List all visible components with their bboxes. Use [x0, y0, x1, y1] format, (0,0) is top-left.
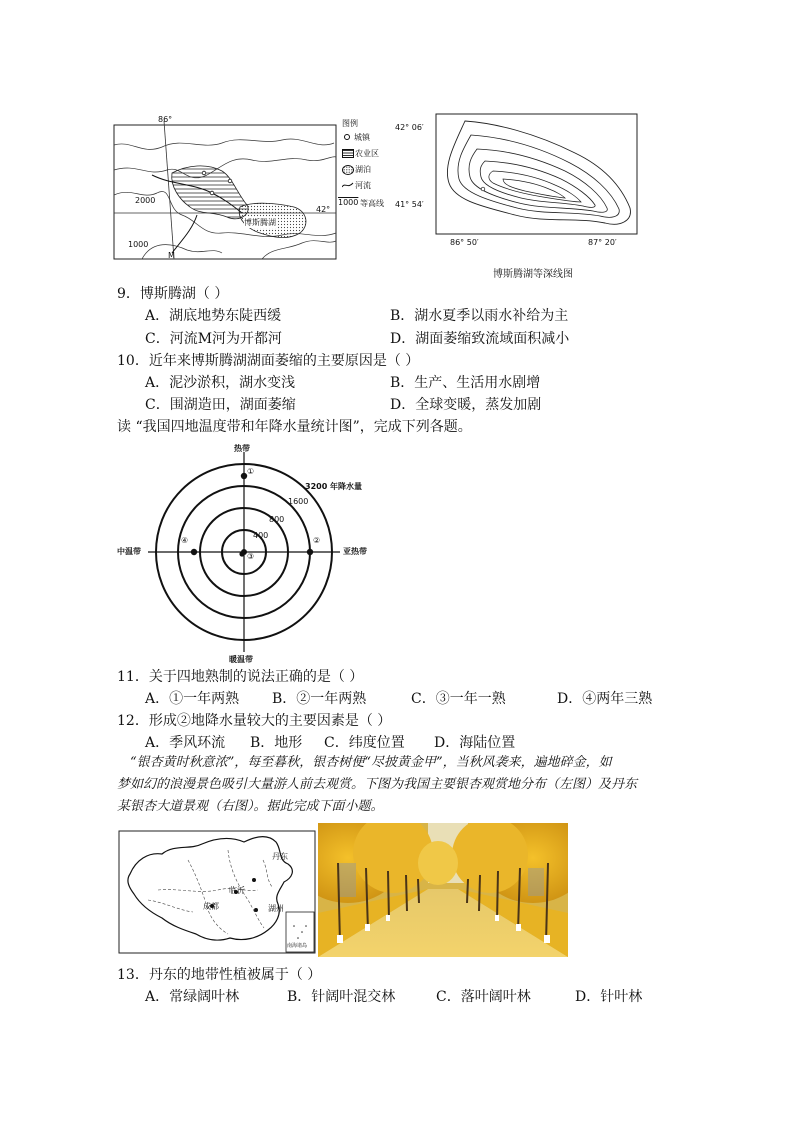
q9-option-c[interactable]: C．河流M河为开都河: [145, 331, 283, 347]
ring-label-1600: 1600: [288, 497, 309, 506]
q9-option-d[interactable]: D．湖面萎缩致流域面积减小: [390, 331, 570, 347]
contour-2000-label: 2000: [135, 196, 156, 205]
intro-fig3-line3: 某银杏大道景观（右图）。据此完成下面小题。: [117, 799, 384, 814]
lat-bottom-label: 41° 54′: [395, 200, 424, 209]
q9-option-a[interactable]: A．湖底地势东陡西缓: [145, 308, 282, 324]
q10-option-a[interactable]: A．泥沙淤积，湖水变浅: [145, 375, 296, 391]
city-dandong: 丹东: [272, 852, 288, 861]
q9-option-b[interactable]: B．湖水夏季以雨水补给为主: [390, 308, 569, 324]
point-1-label: ①: [247, 467, 255, 476]
q11-option-a[interactable]: A．①一年两熟: [145, 691, 240, 707]
label-warm-temperate: 暖温带: [229, 655, 253, 664]
q11-option-c[interactable]: C．③一年一熟: [411, 691, 506, 707]
q11-option-b[interactable]: B．②一年两熟: [272, 691, 367, 707]
point-4-label: ④: [181, 536, 189, 545]
lon-left-label: 86° 50′: [450, 238, 479, 247]
label-subtropical: 亚热带: [343, 547, 367, 556]
city-linyi: 临沂: [229, 886, 245, 895]
inset-south-china-sea: 南海诸岛: [287, 943, 308, 949]
ginkgo-avenue-photo: [318, 823, 568, 957]
bosten-lake-label: 博斯腾湖: [244, 218, 276, 227]
q10-stem: 10．近年来博斯腾湖湖面萎缩的主要原因是（ ）: [117, 353, 420, 369]
q13-option-a[interactable]: A．常绿阔叶林: [145, 989, 240, 1005]
contour-icon: 1000: [338, 198, 359, 207]
q12-option-b[interactable]: B．地形: [250, 735, 303, 751]
legend-item-lake: 湖泊: [342, 164, 412, 176]
bosten-depth-map-svg: [435, 113, 638, 235]
city-huzhou: 湖州: [268, 904, 284, 913]
legend-item-river: 河流: [342, 180, 412, 192]
lon-right-label: 87° 20′: [588, 238, 617, 247]
legend-item-contour: 1000 等高线: [338, 198, 384, 208]
q12-option-d[interactable]: D．海陆位置: [434, 735, 516, 751]
bosten-depth-map: [435, 113, 638, 235]
ring-label-400: 400: [253, 531, 269, 540]
china-ginkgo-map: [118, 830, 316, 954]
q12-stem: 12．形成②地降水量较大的主要因素是（ ）: [117, 713, 392, 729]
q13-option-c[interactable]: C．落叶阔叶林: [436, 989, 531, 1005]
river-m-label: M: [168, 251, 175, 260]
china-map-svg: [118, 830, 316, 954]
lake-icon: [342, 165, 354, 175]
q9-stem: 9．博斯腾湖（ ）: [117, 286, 229, 302]
town-icon: [344, 134, 350, 140]
legend-item-town: 城镇: [342, 132, 412, 144]
q11-stem: 11．关于四地熟制的说法正确的是（ ）: [117, 669, 364, 685]
ring-label-3200: 3200 年降水量: [305, 482, 363, 491]
q12-option-c[interactable]: C．纬度位置: [324, 735, 405, 751]
depth-map-caption: 博斯腾湖等深线图: [493, 269, 573, 280]
q10-option-c[interactable]: C．围湖造田，湖面萎缩: [145, 397, 296, 413]
lat-top-label: 42° 06′: [395, 123, 424, 132]
legend-title: 图例: [342, 119, 358, 128]
ring-label-800: 800: [269, 515, 285, 524]
intro-fig3-line2: 梦如幻的浪漫景色吸引大量游人前去观赏。下图为我国主要银杏观赏地分布（左图）及丹东: [117, 777, 638, 792]
q13-option-d[interactable]: D．针叶林: [575, 989, 643, 1005]
intro-fig2: 读 “我国四地温度带和年降水量统计图”，完成下列各题。: [117, 419, 472, 435]
label-tropical: 热带: [234, 444, 250, 453]
q13-option-b[interactable]: B．针阔叶混交林: [287, 989, 396, 1005]
q12-option-a[interactable]: A．季风环流: [145, 735, 226, 751]
agri-area-icon: [342, 149, 354, 158]
q13-stem: 13．丹东的地带性植被属于（ ）: [117, 967, 322, 983]
q10-option-b[interactable]: B．生产、生活用水剧增: [390, 375, 541, 391]
river-icon: [342, 180, 354, 190]
label-mid-temperate: 中温带: [117, 547, 141, 556]
ginkgo-photo-svg: [318, 823, 568, 957]
contour-1000-label: 1000: [128, 240, 149, 249]
point-3-label: ③: [247, 552, 255, 561]
lat-42-label: 42°: [316, 205, 331, 214]
point-2-label: ②: [313, 536, 321, 545]
q10-option-d[interactable]: D．全球变暖，蒸发加剧: [390, 397, 542, 413]
q11-option-d[interactable]: D．④两年三熟: [557, 691, 653, 707]
city-chengdu: 成都: [203, 902, 219, 911]
lon-86-label: 86°: [158, 115, 173, 124]
legend-item-agri: 农业区: [342, 148, 412, 160]
intro-fig3-line1: “银杏黄时秋意浓”，每至暮秋，银杏树便“尽披黄金甲”，当秋风袭来，遍地碎金，如: [130, 755, 612, 770]
